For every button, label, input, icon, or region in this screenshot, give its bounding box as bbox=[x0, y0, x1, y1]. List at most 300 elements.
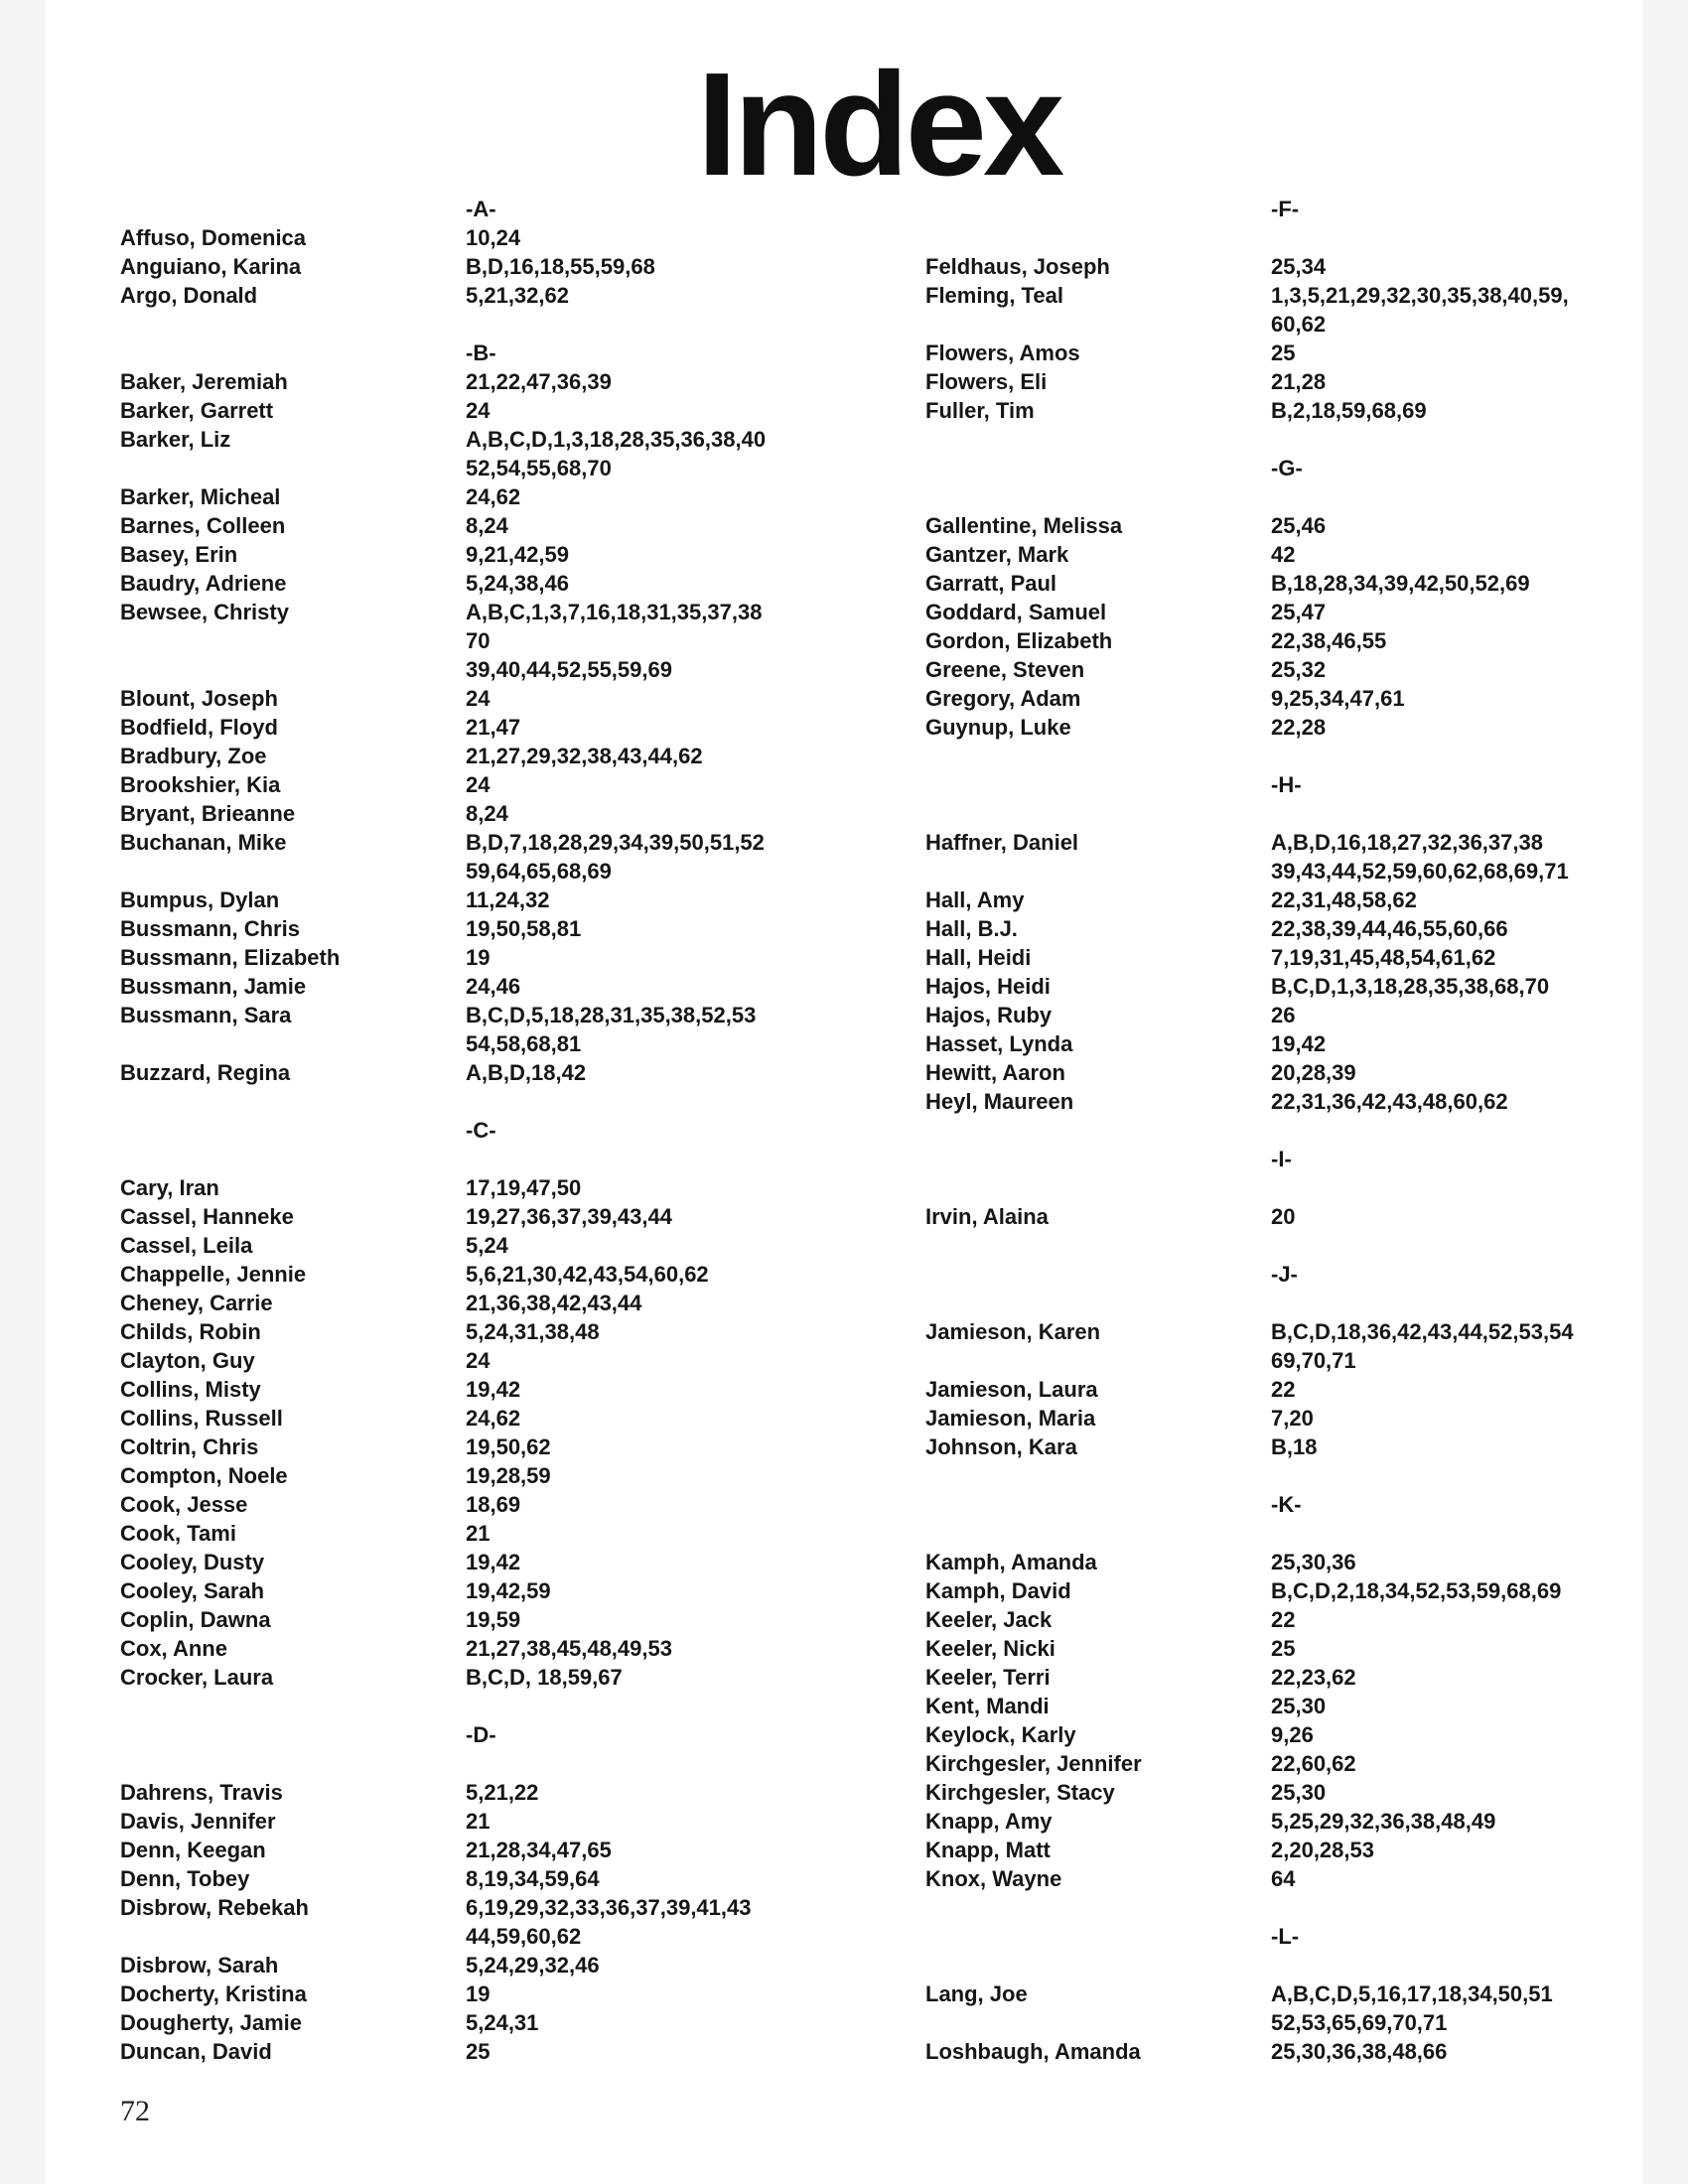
section-letter-header bbox=[120, 195, 766, 223]
entry-pages: 8,24 bbox=[466, 513, 508, 538]
entry-pages: 60,62 bbox=[1271, 312, 1327, 337]
entry-pages: 8,24 bbox=[466, 801, 508, 826]
entry-name: Greene, Steven bbox=[925, 657, 1085, 682]
index-entry bbox=[120, 1202, 766, 1231]
section-letter-header bbox=[925, 195, 1574, 223]
entry-name: Hall, Heidi bbox=[925, 945, 1032, 970]
entry-pages: 24,46 bbox=[466, 974, 521, 999]
entry-pages: 21,28,34,47,65 bbox=[466, 1838, 612, 1862]
section-letter-header bbox=[120, 1720, 766, 1749]
entry-name: Knapp, Amy bbox=[925, 1809, 1053, 1834]
entry-pages: 25,30 bbox=[1271, 1694, 1327, 1718]
entry-pages: A,B,D,18,42 bbox=[466, 1060, 587, 1085]
entry-name: Bradbury, Zoe bbox=[120, 744, 267, 768]
entry-pages: B,C,D,1,3,18,28,35,38,68,70 bbox=[1271, 974, 1550, 999]
entry-pages: 5,24,31,38,48 bbox=[466, 1319, 600, 1344]
entry-pages: 19,28,59 bbox=[466, 1463, 551, 1488]
index-entry bbox=[120, 1260, 766, 1289]
entry-pages: 22,28 bbox=[1271, 715, 1327, 740]
entry-name: Docherty, Kristina bbox=[120, 1981, 307, 2006]
scan-margin-left bbox=[0, 0, 46, 2184]
entry-pages: 25,30 bbox=[1271, 1780, 1327, 1805]
blank-line bbox=[120, 310, 766, 339]
index-entry-continuation bbox=[120, 626, 766, 655]
entry-pages: 26 bbox=[1271, 1003, 1296, 1027]
section-letter-header bbox=[925, 770, 1574, 799]
entry-pages: 42 bbox=[1271, 542, 1296, 567]
entry-pages: 7,19,31,45,48,54,61,62 bbox=[1271, 945, 1496, 970]
entry-name: Brookshier, Kia bbox=[120, 772, 281, 797]
entry-pages: A,B,D,16,18,27,32,36,37,38 bbox=[1271, 830, 1543, 855]
entry-name: Knox, Wayne bbox=[925, 1866, 1062, 1891]
entry-name: Denn, Keegan bbox=[120, 1838, 266, 1862]
index-entry bbox=[120, 223, 766, 252]
index-entry bbox=[120, 713, 766, 742]
entry-name: Knapp, Matt bbox=[925, 1838, 1051, 1862]
index-entry-continuation bbox=[925, 857, 1574, 886]
entry-name: Bussmann, Chris bbox=[120, 916, 300, 941]
entry-pages: 9,25,34,47,61 bbox=[1271, 686, 1405, 711]
entry-name: Lang, Joe bbox=[925, 1981, 1028, 2006]
entry-name: Barker, Liz bbox=[120, 427, 231, 452]
spacer bbox=[120, 1029, 466, 1058]
section-letter-header bbox=[925, 454, 1574, 482]
index-entry bbox=[120, 1433, 766, 1461]
entry-name: Coltrin, Chris bbox=[120, 1434, 259, 1459]
index-entry bbox=[120, 1289, 766, 1317]
entry-pages: 21,27,38,45,48,49,53 bbox=[466, 1636, 672, 1661]
index-entry bbox=[120, 828, 766, 857]
entry-pages: 5,24,38,46 bbox=[466, 571, 569, 596]
entry-pages: 22 bbox=[1271, 1607, 1296, 1632]
entry-pages: A,B,C,D,1,3,18,28,35,36,38,40 bbox=[466, 427, 767, 452]
blank-line bbox=[925, 1231, 1574, 1260]
entry-name: Cox, Anne bbox=[120, 1636, 227, 1661]
entry-pages: 1,3,5,21,29,32,30,35,38,40,59, bbox=[1271, 283, 1569, 308]
entry-pages: 5,24,29,32,46 bbox=[466, 1953, 600, 1978]
index-entry bbox=[925, 1778, 1574, 1807]
entry-pages: 24 bbox=[466, 398, 491, 423]
blank-line bbox=[925, 1519, 1574, 1548]
spacer bbox=[925, 1145, 1271, 1173]
entry-pages: 22,23,62 bbox=[1271, 1665, 1356, 1690]
entry-pages: 10,24 bbox=[466, 225, 521, 250]
entry-pages: 24,62 bbox=[466, 1406, 521, 1431]
section-letter: -L- bbox=[1271, 1924, 1300, 1949]
index-entry-continuation bbox=[120, 1029, 766, 1058]
index-entry bbox=[925, 1029, 1574, 1058]
entry-pages: 21 bbox=[466, 1809, 491, 1834]
entry-name: Argo, Donald bbox=[120, 283, 258, 308]
entry-pages: 6,19,29,32,33,36,37,39,41,43 bbox=[466, 1895, 752, 1920]
entry-pages: 19 bbox=[466, 1981, 491, 2006]
entry-name: Gallentine, Melissa bbox=[925, 513, 1123, 538]
entry-pages: 25,32 bbox=[1271, 657, 1327, 682]
index-entry bbox=[925, 252, 1574, 281]
entry-name: Fuller, Tim bbox=[925, 398, 1035, 423]
index-entry bbox=[120, 1001, 766, 1029]
entry-pages: 52,53,65,69,70,71 bbox=[1271, 2010, 1448, 2035]
entry-pages: A,B,C,1,3,7,16,18,31,35,37,38 bbox=[466, 600, 763, 624]
entry-name: Baudry, Adriene bbox=[120, 571, 287, 596]
entry-name: Gregory, Adam bbox=[925, 686, 1081, 711]
entry-pages: 20 bbox=[1271, 1204, 1296, 1229]
entry-name: Garratt, Paul bbox=[925, 571, 1057, 596]
entry-name: Fleming, Teal bbox=[925, 283, 1063, 308]
entry-pages: 24 bbox=[466, 1348, 491, 1373]
index-column-left bbox=[120, 195, 766, 2066]
blank-line bbox=[925, 742, 1574, 770]
entry-name: Bryant, Brieanne bbox=[120, 801, 296, 826]
entry-pages: 20,28,39 bbox=[1271, 1060, 1356, 1085]
scan-margin-right bbox=[1642, 0, 1688, 2184]
spacer bbox=[925, 1490, 1271, 1519]
section-letter-header bbox=[925, 1490, 1574, 1519]
index-entry bbox=[120, 1864, 766, 1893]
entry-name: Feldhaus, Joseph bbox=[925, 254, 1110, 279]
entry-name: Cheney, Carrie bbox=[120, 1291, 273, 1315]
spacer bbox=[925, 857, 1271, 886]
index-entry bbox=[925, 1605, 1574, 1634]
index-entry bbox=[120, 1663, 766, 1692]
index-entry bbox=[925, 1058, 1574, 1087]
entry-name: Compton, Noele bbox=[120, 1463, 288, 1488]
section-letter-header bbox=[925, 1922, 1574, 1951]
section-letter: -A- bbox=[466, 197, 496, 221]
entry-name: Cooley, Sarah bbox=[120, 1578, 265, 1603]
entry-pages: A,B,C,D,5,16,17,18,34,50,51 bbox=[1271, 1981, 1553, 2006]
index-entry bbox=[925, 569, 1574, 598]
section-letter: -H- bbox=[1271, 772, 1302, 797]
index-entry bbox=[925, 1404, 1574, 1433]
index-entry bbox=[925, 828, 1574, 857]
entry-name: Cooley, Dusty bbox=[120, 1550, 265, 1574]
spacer bbox=[925, 454, 1271, 482]
page-number: 72 bbox=[120, 2095, 150, 2127]
index-entry bbox=[120, 1404, 766, 1433]
section-letter-header bbox=[925, 1260, 1574, 1289]
index-entry-continuation bbox=[925, 2008, 1574, 2037]
entry-name: Duncan, David bbox=[120, 2039, 272, 2064]
blank-line bbox=[120, 1145, 766, 1173]
section-letter: -B- bbox=[466, 341, 496, 365]
blank-line bbox=[120, 1749, 766, 1778]
spacer bbox=[120, 655, 466, 684]
index-entry bbox=[925, 540, 1574, 569]
entry-name: Jamieson, Laura bbox=[925, 1377, 1098, 1402]
entry-name: Guynup, Luke bbox=[925, 715, 1071, 740]
entry-pages: 21,47 bbox=[466, 715, 521, 740]
entry-pages: 25,30,36,38,48,66 bbox=[1271, 2039, 1448, 2064]
spacer bbox=[925, 310, 1271, 339]
entry-pages: B,18 bbox=[1271, 1434, 1318, 1459]
index-entry bbox=[925, 626, 1574, 655]
section-letter: -K- bbox=[1271, 1492, 1302, 1517]
entry-pages: 5,24,31 bbox=[466, 2010, 539, 2035]
index-entry bbox=[925, 713, 1574, 742]
index-entry bbox=[925, 972, 1574, 1001]
spacer bbox=[120, 1922, 466, 1951]
spacer bbox=[925, 2008, 1271, 2037]
entry-name: Clayton, Guy bbox=[120, 1348, 255, 1373]
entry-pages: B,C,D,18,36,42,43,44,52,53,54 bbox=[1271, 1319, 1574, 1344]
index-entry bbox=[925, 1433, 1574, 1461]
entry-pages: 19,27,36,37,39,43,44 bbox=[466, 1204, 672, 1229]
index-entry bbox=[120, 569, 766, 598]
section-letter-header bbox=[120, 1116, 766, 1145]
entry-pages: 19,42 bbox=[466, 1377, 521, 1402]
index-entry-continuation bbox=[120, 655, 766, 684]
spacer bbox=[120, 339, 466, 367]
entry-name: Bussmann, Sara bbox=[120, 1003, 292, 1027]
entry-name: Cook, Jesse bbox=[120, 1492, 248, 1517]
entry-name: Cook, Tami bbox=[120, 1521, 236, 1546]
entry-name: Barker, Micheal bbox=[120, 484, 281, 509]
entry-name: Loshbaugh, Amanda bbox=[925, 2039, 1141, 2064]
section-letter: -D- bbox=[466, 1722, 496, 1747]
index-entry bbox=[925, 511, 1574, 540]
index-entry bbox=[925, 2037, 1574, 2066]
entry-pages: 22,31,36,42,43,48,60,62 bbox=[1271, 1089, 1508, 1114]
entry-name: Bussmann, Elizabeth bbox=[120, 945, 341, 970]
index-entry bbox=[925, 655, 1574, 684]
index-entry bbox=[925, 1634, 1574, 1663]
index-entry bbox=[120, 914, 766, 943]
index-entry bbox=[925, 1576, 1574, 1605]
blank-line bbox=[925, 1461, 1574, 1490]
entry-name: Kamph, Amanda bbox=[925, 1550, 1097, 1574]
blank-line bbox=[925, 1289, 1574, 1317]
spacer bbox=[925, 1346, 1271, 1375]
index-entry bbox=[120, 742, 766, 770]
index-entry-continuation bbox=[120, 857, 766, 886]
entry-pages: 9,26 bbox=[1271, 1722, 1314, 1747]
index-entry bbox=[925, 1202, 1574, 1231]
index-entry bbox=[925, 1692, 1574, 1720]
spacer bbox=[925, 1260, 1271, 1289]
index-column-right bbox=[925, 195, 1574, 2066]
blank-line bbox=[925, 1116, 1574, 1145]
index-entry bbox=[120, 1490, 766, 1519]
index-entry bbox=[120, 799, 766, 828]
blank-line bbox=[120, 1087, 766, 1116]
blank-line bbox=[925, 1951, 1574, 1979]
entry-pages: 21 bbox=[466, 1521, 491, 1546]
index-entry bbox=[925, 1720, 1574, 1749]
blank-line bbox=[925, 799, 1574, 828]
entry-name: Hall, Amy bbox=[925, 887, 1025, 912]
entry-name: Bewsee, Christy bbox=[120, 600, 289, 624]
spacer bbox=[925, 195, 1271, 223]
entry-name: Hajos, Heidi bbox=[925, 974, 1051, 999]
entry-name: Keeler, Terri bbox=[925, 1665, 1051, 1690]
entry-pages: 24 bbox=[466, 686, 491, 711]
entry-pages: 19,42,59 bbox=[466, 1578, 551, 1603]
index-entry-continuation bbox=[120, 454, 766, 482]
entry-pages: 22,60,62 bbox=[1271, 1751, 1356, 1776]
entry-name: Heyl, Maureen bbox=[925, 1089, 1074, 1114]
index-entry bbox=[925, 598, 1574, 626]
entry-pages: 59,64,65,68,69 bbox=[466, 859, 612, 884]
entry-name: Crocker, Laura bbox=[120, 1665, 274, 1690]
entry-pages: 69,70,71 bbox=[1271, 1348, 1356, 1373]
entry-name: Keeler, Jack bbox=[925, 1607, 1053, 1632]
entry-name: Goddard, Samuel bbox=[925, 600, 1107, 624]
index-entry bbox=[120, 1951, 766, 1979]
index-entry bbox=[120, 1979, 766, 2008]
entry-pages: 5,24 bbox=[466, 1233, 508, 1258]
entry-pages: 2,20,28,53 bbox=[1271, 1838, 1374, 1862]
entry-pages: 19,59 bbox=[466, 1607, 521, 1632]
index-entry bbox=[925, 943, 1574, 972]
index-entry bbox=[925, 339, 1574, 367]
entry-name: Hewitt, Aaron bbox=[925, 1060, 1065, 1085]
entry-name: Bodfield, Floyd bbox=[120, 715, 278, 740]
section-letter: -J- bbox=[1271, 1262, 1298, 1287]
index-entry bbox=[120, 425, 766, 454]
index-entry bbox=[120, 1605, 766, 1634]
entry-pages: 25,30,36 bbox=[1271, 1550, 1356, 1574]
entry-pages: 19,50,62 bbox=[466, 1434, 551, 1459]
entry-pages: 44,59,60,62 bbox=[466, 1924, 582, 1949]
index-entry bbox=[120, 1173, 766, 1202]
index-entry bbox=[120, 2037, 766, 2066]
entry-name: Barnes, Colleen bbox=[120, 513, 286, 538]
entry-pages: 5,6,21,30,42,43,54,60,62 bbox=[466, 1262, 709, 1287]
entry-pages: 64 bbox=[1271, 1866, 1296, 1891]
index-entry-continuation bbox=[925, 1346, 1574, 1375]
entry-name: Dougherty, Jamie bbox=[120, 2010, 302, 2035]
section-letter: -I- bbox=[1271, 1147, 1292, 1171]
entry-name: Hall, B.J. bbox=[925, 916, 1018, 941]
entry-pages: 22,38,39,44,46,55,60,66 bbox=[1271, 916, 1508, 941]
entry-name: Cassel, Leila bbox=[120, 1233, 253, 1258]
index-entry bbox=[120, 1836, 766, 1864]
entry-name: Kamph, David bbox=[925, 1578, 1071, 1603]
index-entry bbox=[925, 1548, 1574, 1576]
spacer bbox=[925, 1922, 1271, 1951]
index-entry bbox=[120, 1346, 766, 1375]
entry-name: Gordon, Elizabeth bbox=[925, 628, 1113, 653]
index-entry bbox=[925, 396, 1574, 425]
entry-pages: 52,54,55,68,70 bbox=[466, 456, 612, 480]
entry-name: Basey, Erin bbox=[120, 542, 238, 567]
entry-name: Jamieson, Karen bbox=[925, 1319, 1101, 1344]
blank-line bbox=[925, 425, 1574, 454]
index-entry bbox=[925, 1087, 1574, 1116]
section-letter: -C- bbox=[466, 1118, 496, 1143]
entry-pages: 39,40,44,52,55,59,69 bbox=[466, 657, 672, 682]
spacer bbox=[120, 454, 466, 482]
index-entry bbox=[120, 1576, 766, 1605]
index-entry bbox=[120, 540, 766, 569]
blank-line bbox=[925, 1893, 1574, 1922]
entry-pages: 19,42 bbox=[466, 1550, 521, 1574]
index-entry bbox=[120, 1375, 766, 1404]
entry-pages: 5,21,22 bbox=[466, 1780, 539, 1805]
section-letter-header bbox=[120, 339, 766, 367]
entry-pages: 25,46 bbox=[1271, 513, 1327, 538]
blank-line bbox=[925, 1173, 1574, 1202]
index-entry bbox=[120, 511, 766, 540]
entry-pages: 39,43,44,52,59,60,62,68,69,71 bbox=[1271, 859, 1569, 884]
entry-name: Dahrens, Travis bbox=[120, 1780, 283, 1805]
index-entry bbox=[120, 1231, 766, 1260]
index-entry bbox=[925, 886, 1574, 914]
entry-name: Davis, Jennifer bbox=[120, 1809, 276, 1834]
entry-name: Kirchgesler, Jennifer bbox=[925, 1751, 1142, 1776]
entry-pages: 21,27,29,32,38,43,44,62 bbox=[466, 744, 703, 768]
index-entry bbox=[120, 1548, 766, 1576]
entry-name: Johnson, Kara bbox=[925, 1434, 1077, 1459]
index-entry bbox=[120, 252, 766, 281]
entry-pages: B,C,D,5,18,28,31,35,38,52,53 bbox=[466, 1003, 757, 1027]
entry-pages: 19,50,58,81 bbox=[466, 916, 582, 941]
entry-name: Haffner, Daniel bbox=[925, 830, 1079, 855]
spacer bbox=[120, 195, 466, 223]
spacer bbox=[120, 626, 466, 655]
index-entry bbox=[925, 1749, 1574, 1778]
spacer bbox=[120, 857, 466, 886]
index-entry bbox=[925, 1375, 1574, 1404]
index-entry bbox=[120, 367, 766, 396]
index-entry-continuation bbox=[925, 310, 1574, 339]
entry-name: Baker, Jeremiah bbox=[120, 369, 288, 394]
entry-pages: 25,34 bbox=[1271, 254, 1327, 279]
index-entry bbox=[120, 1893, 766, 1922]
blank-line bbox=[120, 1692, 766, 1720]
entry-pages: 25 bbox=[466, 2039, 491, 2064]
entry-name: Irvin, Alaina bbox=[925, 1204, 1049, 1229]
entry-pages: 19,42 bbox=[1271, 1031, 1327, 1056]
entry-name: Blount, Joseph bbox=[120, 686, 278, 711]
index-entry bbox=[120, 598, 766, 626]
spacer bbox=[925, 770, 1271, 799]
entry-pages: 8,19,34,59,64 bbox=[466, 1866, 600, 1891]
index-entry bbox=[925, 1663, 1574, 1692]
entry-name: Bumpus, Dylan bbox=[120, 887, 280, 912]
index-entry bbox=[925, 1864, 1574, 1893]
index-entry bbox=[120, 1317, 766, 1346]
index-entry bbox=[120, 886, 766, 914]
index-entry bbox=[120, 943, 766, 972]
entry-name: Flowers, Eli bbox=[925, 369, 1048, 394]
entry-name: Coplin, Dawna bbox=[120, 1607, 271, 1632]
index-entry bbox=[925, 1807, 1574, 1836]
entry-pages: 24,62 bbox=[466, 484, 521, 509]
entry-name: Keeler, Nicki bbox=[925, 1636, 1055, 1661]
entry-name: Buzzard, Regina bbox=[120, 1060, 291, 1085]
entry-pages: 54,58,68,81 bbox=[466, 1031, 582, 1056]
entry-pages: 9,21,42,59 bbox=[466, 542, 569, 567]
entry-name: Cassel, Hanneke bbox=[120, 1204, 294, 1229]
entry-pages: 22,38,46,55 bbox=[1271, 628, 1387, 653]
entry-name: Collins, Russell bbox=[120, 1406, 283, 1431]
entry-name: Flowers, Amos bbox=[925, 341, 1080, 365]
entry-name: Bussmann, Jamie bbox=[120, 974, 307, 999]
entry-name: Hasset, Lynda bbox=[925, 1031, 1073, 1056]
index-entry-continuation bbox=[120, 1922, 766, 1951]
blank-line bbox=[925, 482, 1574, 511]
index-entry bbox=[120, 2008, 766, 2037]
entry-name: Affuso, Domenica bbox=[120, 225, 307, 250]
entry-pages: 25,47 bbox=[1271, 600, 1327, 624]
index-entry bbox=[925, 367, 1574, 396]
page-title: Index bbox=[696, 43, 1061, 206]
entry-pages: B,D,16,18,55,59,68 bbox=[466, 254, 655, 279]
entry-pages: 70 bbox=[466, 628, 491, 653]
index-entry bbox=[925, 1836, 1574, 1864]
